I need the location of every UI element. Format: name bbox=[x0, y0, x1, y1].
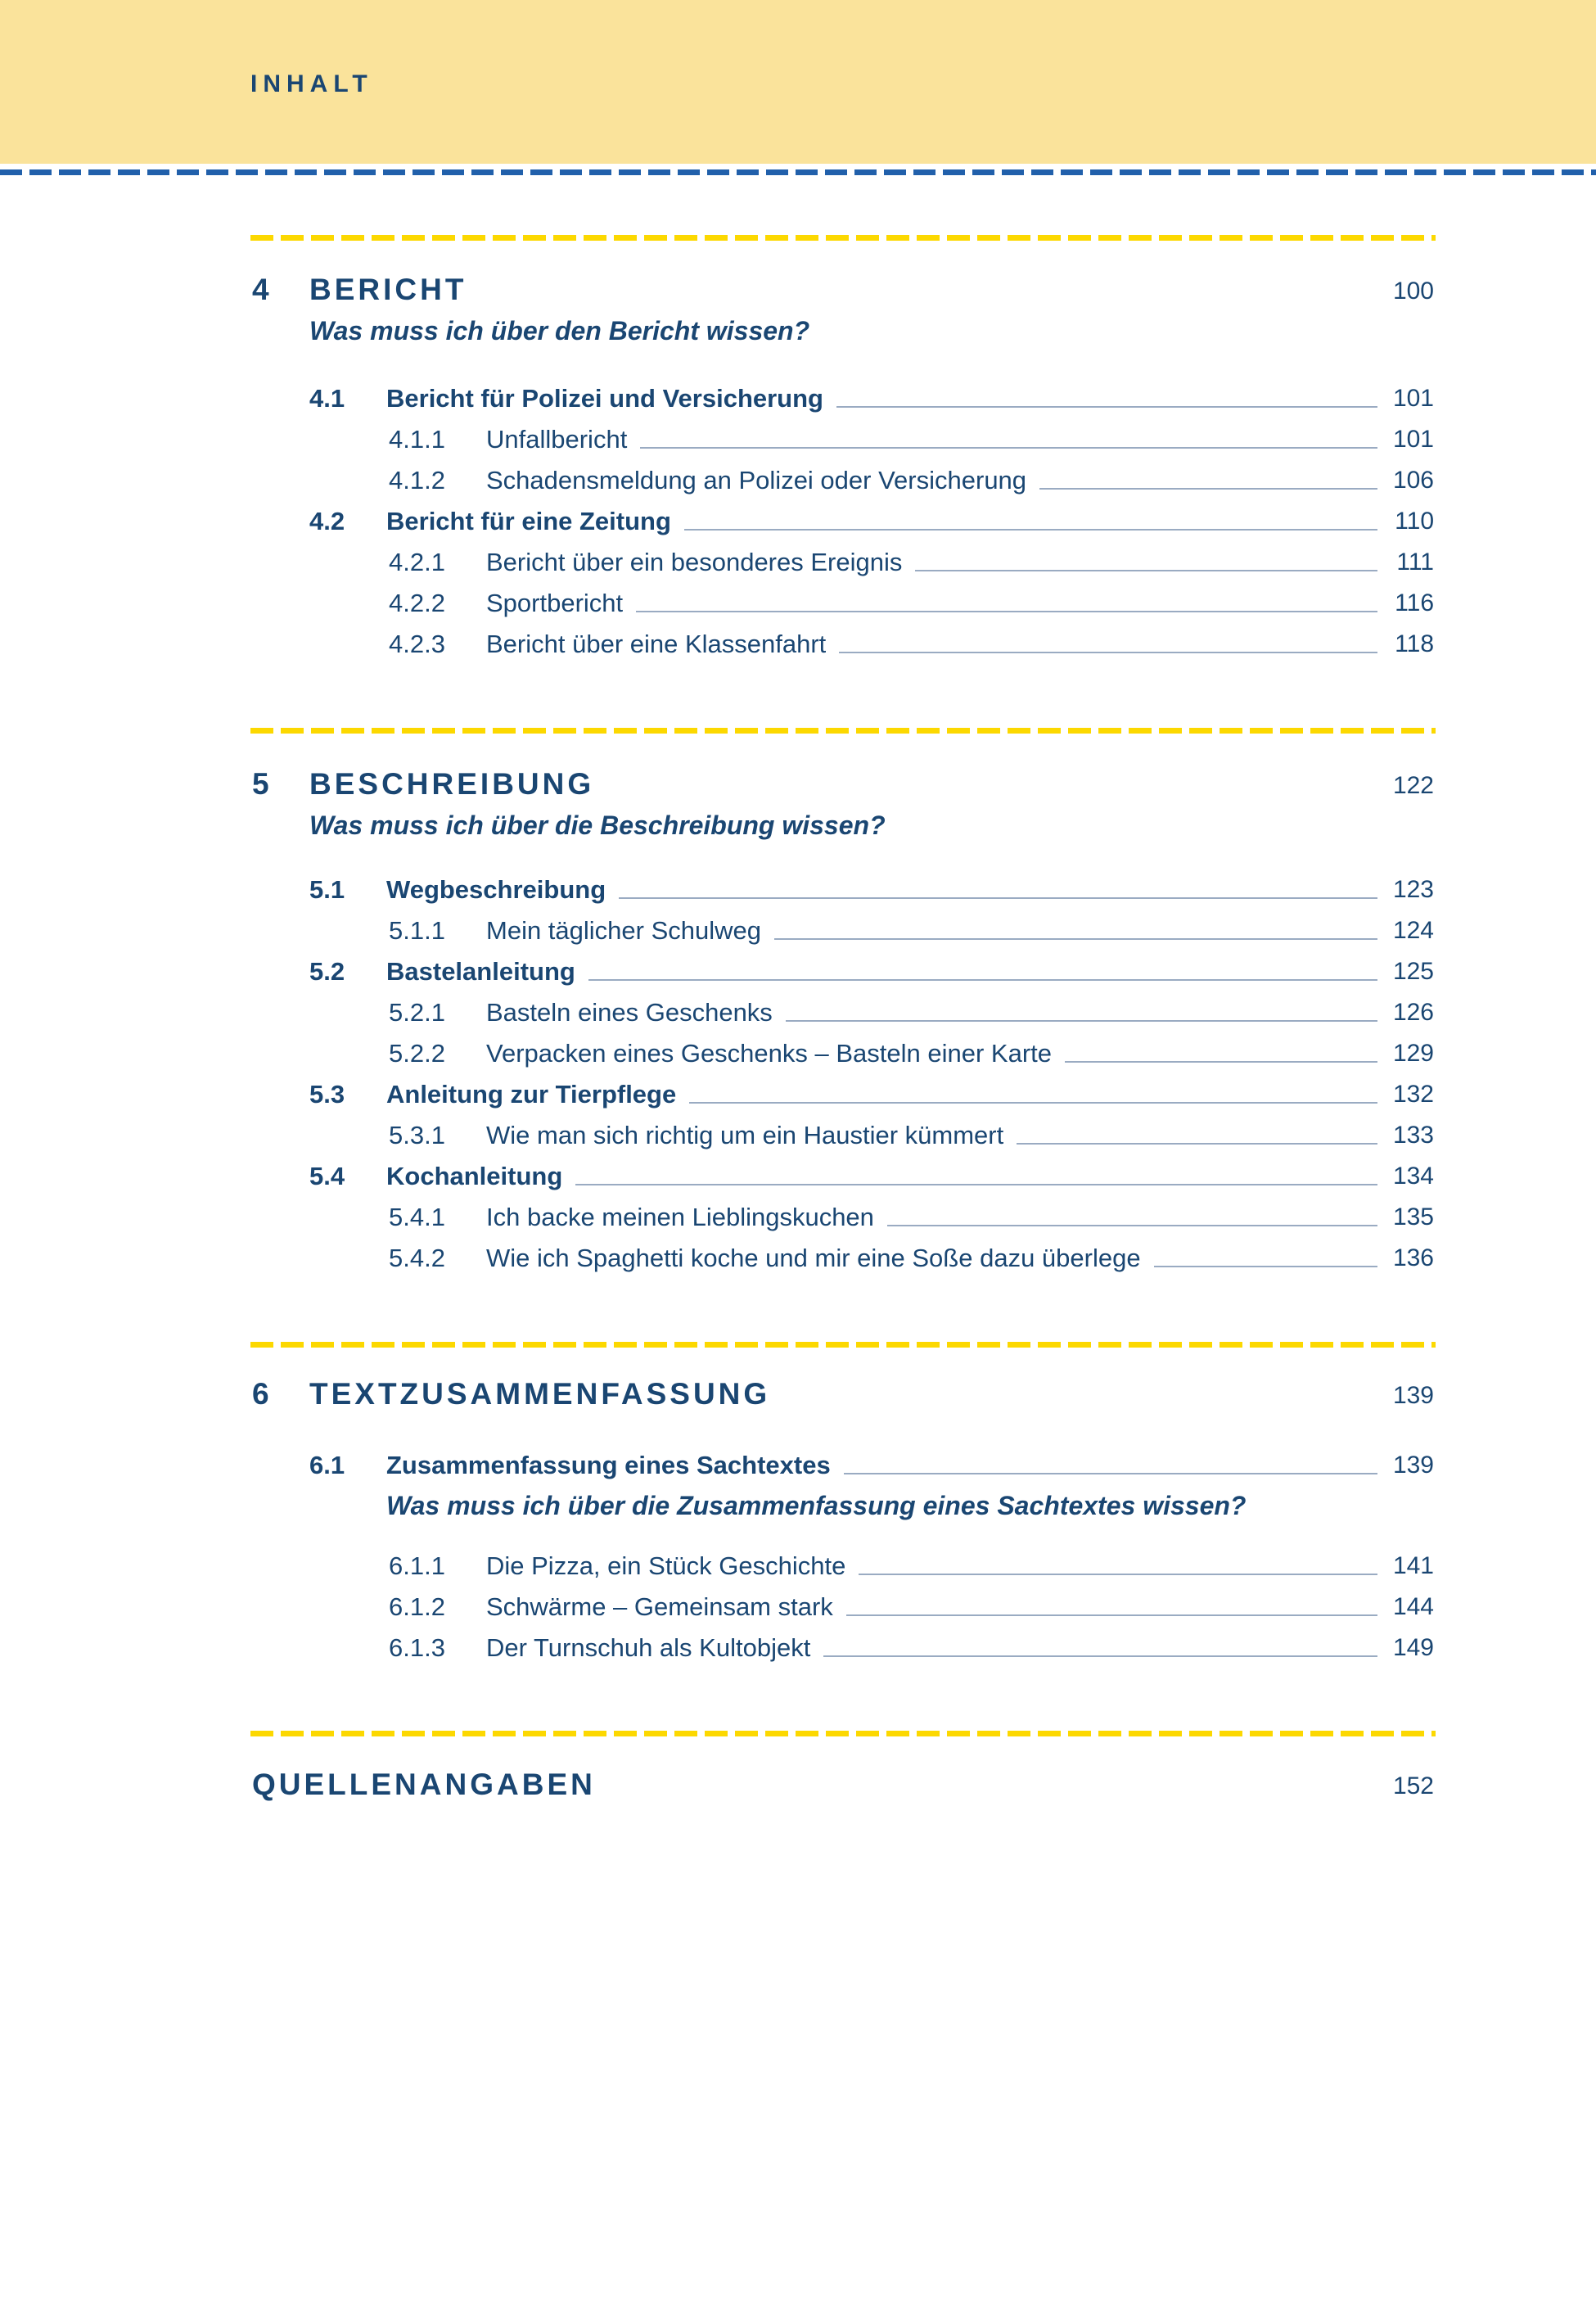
toc-item-page: 101 bbox=[1392, 385, 1434, 412]
chapter-page-number: 122 bbox=[1392, 772, 1434, 799]
toc-item-label: Bericht über ein besonderes Ereignis bbox=[486, 548, 903, 576]
toc-item-number: 5.4.1 bbox=[389, 1203, 445, 1231]
toc-item-page: 134 bbox=[1392, 1163, 1434, 1190]
toc-item-label: Bastelanleitung bbox=[386, 957, 575, 986]
leader-line bbox=[640, 447, 1377, 449]
toc-item bbox=[252, 1581, 1434, 1622]
leader-line bbox=[1154, 1266, 1377, 1267]
leader-line bbox=[1017, 1143, 1377, 1145]
chapter-row bbox=[252, 765, 1434, 802]
section-separator bbox=[250, 1731, 1436, 1736]
toc-item bbox=[252, 1622, 1434, 1663]
toc-item-page: 149 bbox=[1392, 1634, 1434, 1661]
leader-line bbox=[774, 938, 1377, 940]
toc-item-label: Verpacken eines Geschenks – Basteln einer Karte bbox=[486, 1039, 1053, 1068]
leader-line bbox=[636, 611, 1377, 612]
section-subtitle-row bbox=[252, 1480, 1434, 1521]
leader-line bbox=[588, 979, 1377, 981]
toc-item-number: 4.2.3 bbox=[389, 630, 445, 658]
toc-item bbox=[252, 946, 1434, 987]
toc-item-page: 106 bbox=[1392, 467, 1434, 494]
toc-item-number: 5.1.1 bbox=[389, 916, 445, 945]
toc-item-label: Zusammenfassung eines Sachtextes bbox=[386, 1451, 831, 1479]
toc-item-label: Ich backe meinen Lieblingskuchen bbox=[486, 1203, 874, 1231]
leader-line bbox=[786, 1020, 1377, 1022]
chapter-row bbox=[252, 1375, 1434, 1412]
toc-item bbox=[252, 577, 1434, 618]
chapter-page-number: 100 bbox=[1392, 278, 1434, 305]
chapter-heading-4 bbox=[252, 270, 1434, 349]
toc-item-page: 125 bbox=[1392, 958, 1434, 985]
toc-item-number: 4.1 bbox=[309, 384, 345, 413]
toc-item bbox=[252, 1439, 1434, 1480]
toc-item-number: 4.2.1 bbox=[389, 548, 445, 576]
toc-item-page: 136 bbox=[1392, 1244, 1434, 1271]
toc-item-page: 123 bbox=[1392, 876, 1434, 903]
backmatter-title: QUELLENANGABEN bbox=[252, 1768, 596, 1801]
toc-item-number: 5.3.1 bbox=[389, 1121, 445, 1149]
toc-item-label: Die Pizza, ein Stück Geschichte bbox=[486, 1551, 846, 1580]
toc-item-page: 116 bbox=[1395, 589, 1434, 616]
toc-item-label: Bericht über eine Klassenfahrt bbox=[486, 630, 827, 658]
toc-item bbox=[252, 1540, 1434, 1581]
toc-item bbox=[252, 1027, 1434, 1068]
toc-item-number: 5.2.2 bbox=[389, 1039, 445, 1068]
backmatter-heading bbox=[252, 1765, 1434, 1803]
toc-group-6 bbox=[252, 1439, 1434, 1663]
section-subtitle: Was muss ich über die Zusammenfassung eines Sachtextes wissen? bbox=[386, 1491, 1247, 1520]
toc-item-number: 5.4 bbox=[309, 1162, 345, 1190]
toc-item-label: Der Turnschuh als Kultobjekt bbox=[486, 1633, 811, 1662]
chapter-number: 6 bbox=[252, 1377, 269, 1411]
toc-item bbox=[252, 618, 1434, 659]
chapter-heading-5 bbox=[252, 765, 1434, 843]
chapter-subtitle: Was muss ich über den Bericht wissen? bbox=[309, 316, 810, 345]
toc-item-page: 126 bbox=[1392, 999, 1434, 1026]
toc-item-number: 6.1 bbox=[309, 1451, 345, 1479]
chapter-subtitle: Was muss ich über die Beschreibung wissen? bbox=[309, 811, 886, 840]
leader-line bbox=[1039, 488, 1377, 490]
toc-item bbox=[252, 373, 1434, 413]
toc-item-label: Bericht für eine Zeitung bbox=[386, 507, 671, 535]
toc-item-label: Unfallbericht bbox=[486, 425, 628, 454]
leader-line bbox=[836, 406, 1377, 408]
leader-line bbox=[846, 1614, 1377, 1616]
toc-item bbox=[252, 495, 1434, 536]
leader-line bbox=[859, 1574, 1377, 1575]
toc-item-page: 101 bbox=[1392, 426, 1434, 453]
leader-line bbox=[839, 652, 1377, 653]
leader-line bbox=[1065, 1061, 1377, 1063]
chapter-title: BESCHREIBUNG bbox=[309, 767, 595, 801]
toc-item-number: 5.1 bbox=[309, 875, 345, 904]
backmatter-page-number: 152 bbox=[1392, 1772, 1434, 1799]
toc-item-number: 5.2.1 bbox=[389, 998, 445, 1027]
header-divider-dashed-line bbox=[0, 169, 1596, 175]
chapter-heading-6 bbox=[252, 1375, 1434, 1412]
chapter-number: 5 bbox=[252, 767, 269, 801]
toc-item-number: 5.2 bbox=[309, 957, 345, 986]
chapter-title: TEXTZUSAMMENFASSUNG bbox=[309, 1377, 771, 1411]
toc-item bbox=[252, 987, 1434, 1027]
toc-item-page: 111 bbox=[1396, 549, 1434, 576]
toc-item-page: 118 bbox=[1395, 630, 1434, 657]
toc-group-4 bbox=[252, 373, 1434, 659]
toc-item-number: 6.1.3 bbox=[389, 1633, 445, 1662]
toc-item-number: 4.2 bbox=[309, 507, 345, 535]
leader-line bbox=[823, 1655, 1377, 1657]
toc-item bbox=[252, 454, 1434, 495]
toc-item-label: Wegbeschreibung bbox=[386, 875, 606, 904]
toc-item-number: 6.1.1 bbox=[389, 1551, 445, 1580]
toc-item-number: 4.1.1 bbox=[389, 425, 445, 454]
toc-item-number: 5.4.2 bbox=[389, 1244, 445, 1272]
toc-item bbox=[252, 1109, 1434, 1150]
toc-item bbox=[252, 1068, 1434, 1109]
leader-line bbox=[887, 1225, 1377, 1226]
toc-item-page: 129 bbox=[1392, 1040, 1434, 1067]
toc-item bbox=[252, 1150, 1434, 1191]
toc-item-label: Basteln eines Geschenks bbox=[486, 998, 773, 1027]
toc-item bbox=[252, 1191, 1434, 1232]
section-separator bbox=[250, 1342, 1436, 1348]
leader-line bbox=[619, 897, 1377, 899]
toc-item bbox=[252, 536, 1434, 577]
toc-item-number: 4.1.2 bbox=[389, 466, 445, 494]
toc-item-label: Mein täglicher Schulweg bbox=[486, 916, 762, 945]
toc-item bbox=[252, 1232, 1434, 1273]
toc-item-label: Bericht für Polizei und Versicherung bbox=[386, 384, 823, 413]
toc-item-page: 139 bbox=[1392, 1452, 1434, 1479]
toc-item-label: Schadensmeldung an Polizei oder Versicherung bbox=[486, 466, 1027, 494]
chapter-title: BERICHT bbox=[309, 273, 467, 306]
toc-item-number: 5.3 bbox=[309, 1080, 345, 1109]
leader-line bbox=[915, 570, 1377, 571]
leader-line bbox=[844, 1473, 1377, 1474]
chapter-row bbox=[252, 270, 1434, 308]
toc-item-page: 110 bbox=[1395, 508, 1434, 535]
toc-group-5 bbox=[252, 864, 1434, 1273]
toc-item-page: 132 bbox=[1392, 1081, 1434, 1108]
toc-item-label: Schwärme – Gemeinsam stark bbox=[486, 1592, 833, 1621]
toc-item-page: 124 bbox=[1392, 917, 1434, 944]
toc-item bbox=[252, 413, 1434, 454]
toc-item-page: 141 bbox=[1392, 1552, 1434, 1579]
toc-item-number: 4.2.2 bbox=[389, 589, 445, 617]
toc-item-number: 6.1.2 bbox=[389, 1592, 445, 1621]
toc-item-label: Sportbericht bbox=[486, 589, 624, 617]
toc-item-label: Anleitung zur Tierpflege bbox=[386, 1080, 677, 1109]
toc-item-label: Wie ich Spaghetti koche und mir eine Soße dazu überlege bbox=[486, 1244, 1141, 1272]
leader-line bbox=[575, 1184, 1377, 1185]
chapter-row bbox=[252, 1765, 1434, 1803]
leader-line bbox=[684, 529, 1377, 531]
toc-item-page: 144 bbox=[1392, 1593, 1434, 1620]
toc-item bbox=[252, 905, 1434, 946]
toc-item-label: Wie man sich richtig um ein Haustier kümmert bbox=[486, 1121, 1004, 1149]
toc-item bbox=[252, 864, 1434, 905]
page-title: INHALT bbox=[250, 70, 373, 97]
toc-item-label: Kochanleitung bbox=[386, 1162, 563, 1190]
chapter-page-number: 139 bbox=[1392, 1382, 1434, 1409]
page-header-band bbox=[0, 0, 1596, 164]
toc-item-page: 135 bbox=[1392, 1203, 1434, 1230]
section-separator bbox=[250, 235, 1436, 241]
leader-line bbox=[689, 1102, 1377, 1104]
section-separator bbox=[250, 728, 1436, 734]
toc-item-page: 133 bbox=[1392, 1122, 1434, 1149]
chapter-number: 4 bbox=[252, 273, 269, 306]
